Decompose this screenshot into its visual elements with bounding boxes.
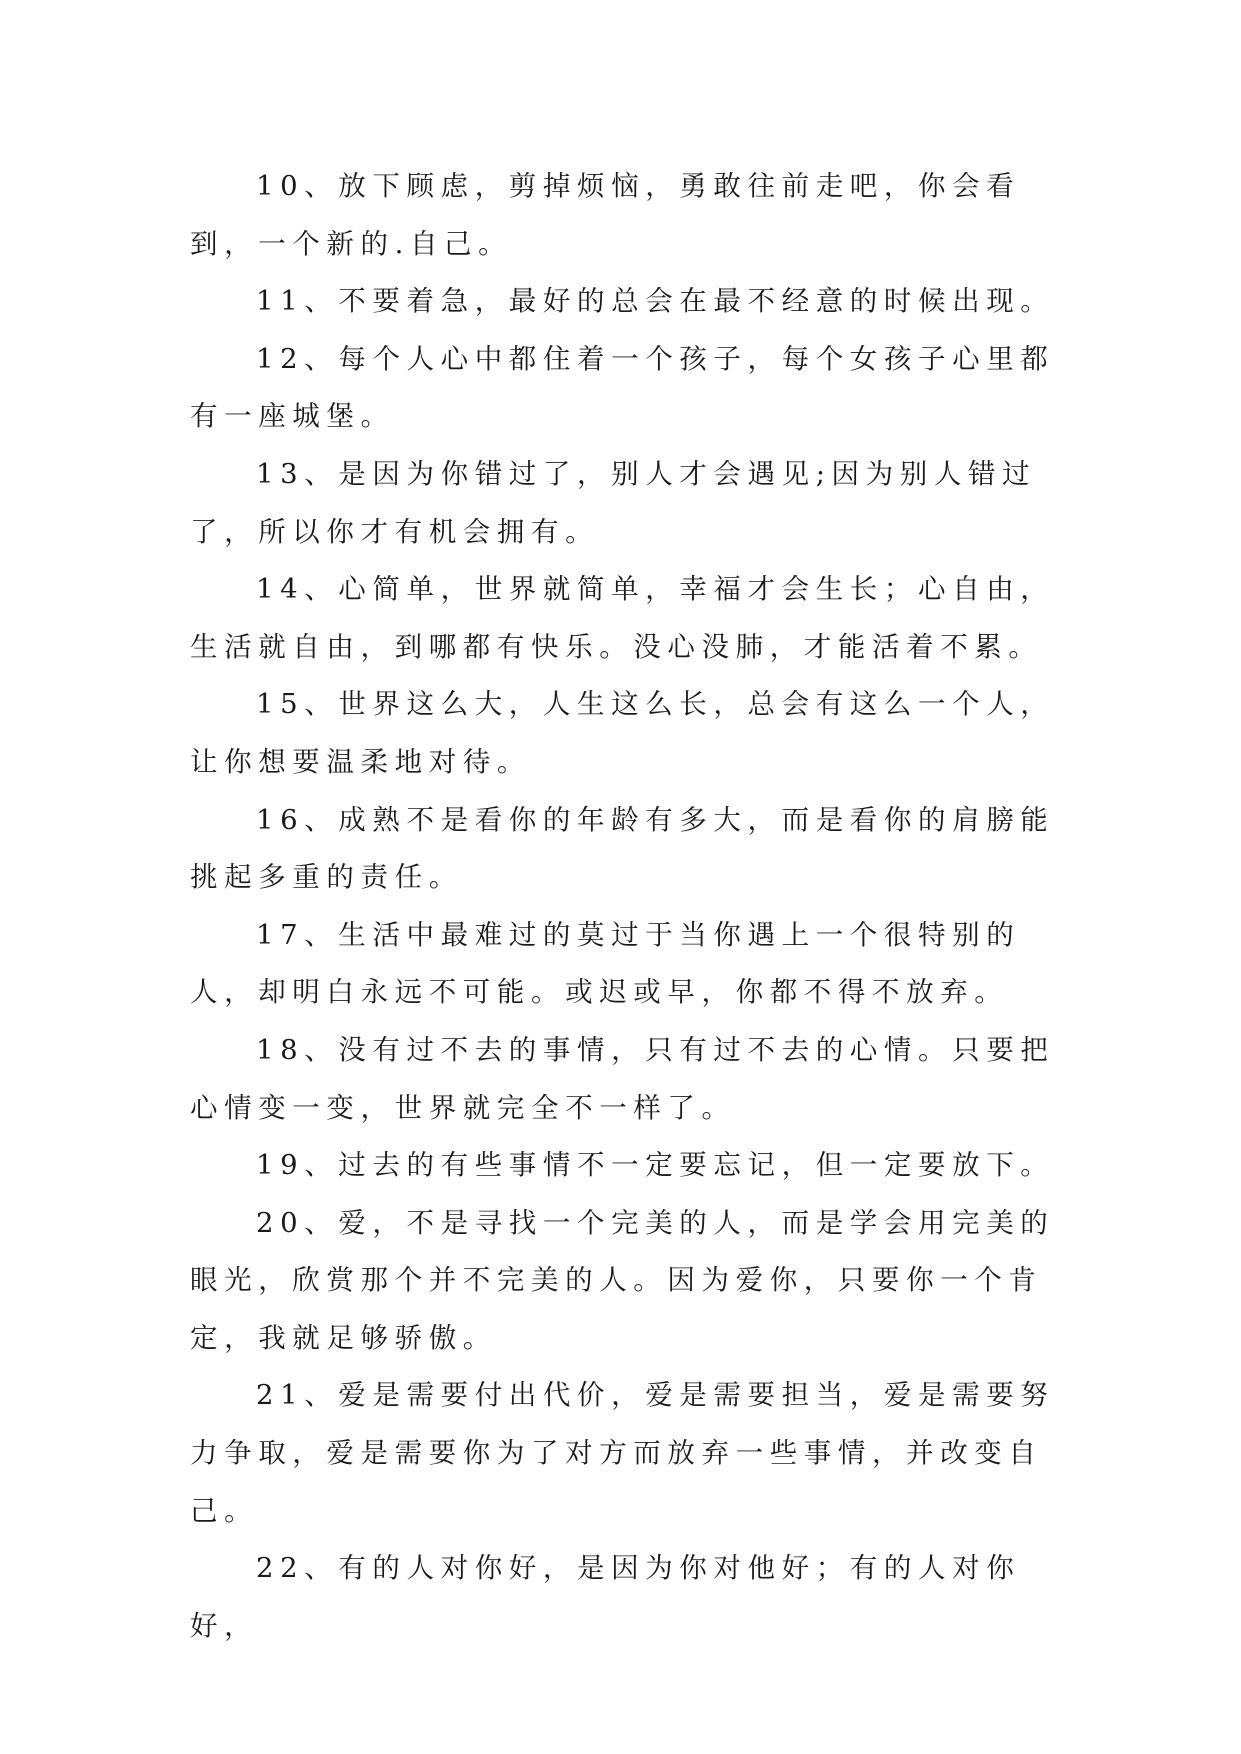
paragraph-18: 18、没有过不去的事情，只有过不去的心情。只要把心情变一变，世界就完全不一样了。 (190, 1033, 1055, 1124)
paragraph-16: 16、成熟不是看你的年龄有多大，而是看你的肩膀能挑起多重的责任。 (190, 803, 1055, 894)
paragraph-14: 14、心简单，世界就简单，幸福才会生长；心自由，生活就自由，到哪都有快乐。没心没肺，才能活着不累。 (190, 573, 1055, 663)
paragraph-11: 11、不要着急，最好的总会在最不经意的时候出现。 (256, 285, 1055, 318)
paragraph-17: 17、生活中最难过的莫过于当你遇上一个很特别的人，却明白永远不可能。或迟或早，你都不得不放弃。 (190, 918, 1021, 1009)
paragraph-15: 15、世界这么大，人生这么长，总会有这么一个人，让你想要温柔地对待。 (190, 688, 1055, 778)
paragraph-19: 19、过去的有些事情不一定要忘记，但一定要放下。 (256, 1149, 1055, 1182)
document-body (190, 158, 1070, 1655)
paragraph-13: 13、是因为你错过了，别人才会遇见;因为别人错过了，所以你才有机会拥有。 (190, 457, 1037, 548)
paragraph-21: 21、爱是需要付出代价，爱是需要担当，爱是需要努力争取，爱是需要你为了对方而放弃一些事情，并改变自己。 (190, 1379, 1055, 1527)
paragraph-20: 20、爱，不是寻找一个完美的人，而是学会用完美的眼光，欣赏那个并不完美的人。因为爱你，只要你一个肯定，我就足够骄傲。 (190, 1206, 1055, 1354)
paragraph-12: 12、每个人心中都住着一个孩子，每个女孩子心里都有一座城堡。 (190, 342, 1055, 433)
paragraph-10: 10、放下顾虑，剪掉烦恼，勇敢往前走吧，你会看到，一个新的.自己。 (190, 170, 1021, 260)
paragraph-22: 22、有的人对你好，是因为你对他好；有的人对你好， (190, 1552, 1021, 1642)
